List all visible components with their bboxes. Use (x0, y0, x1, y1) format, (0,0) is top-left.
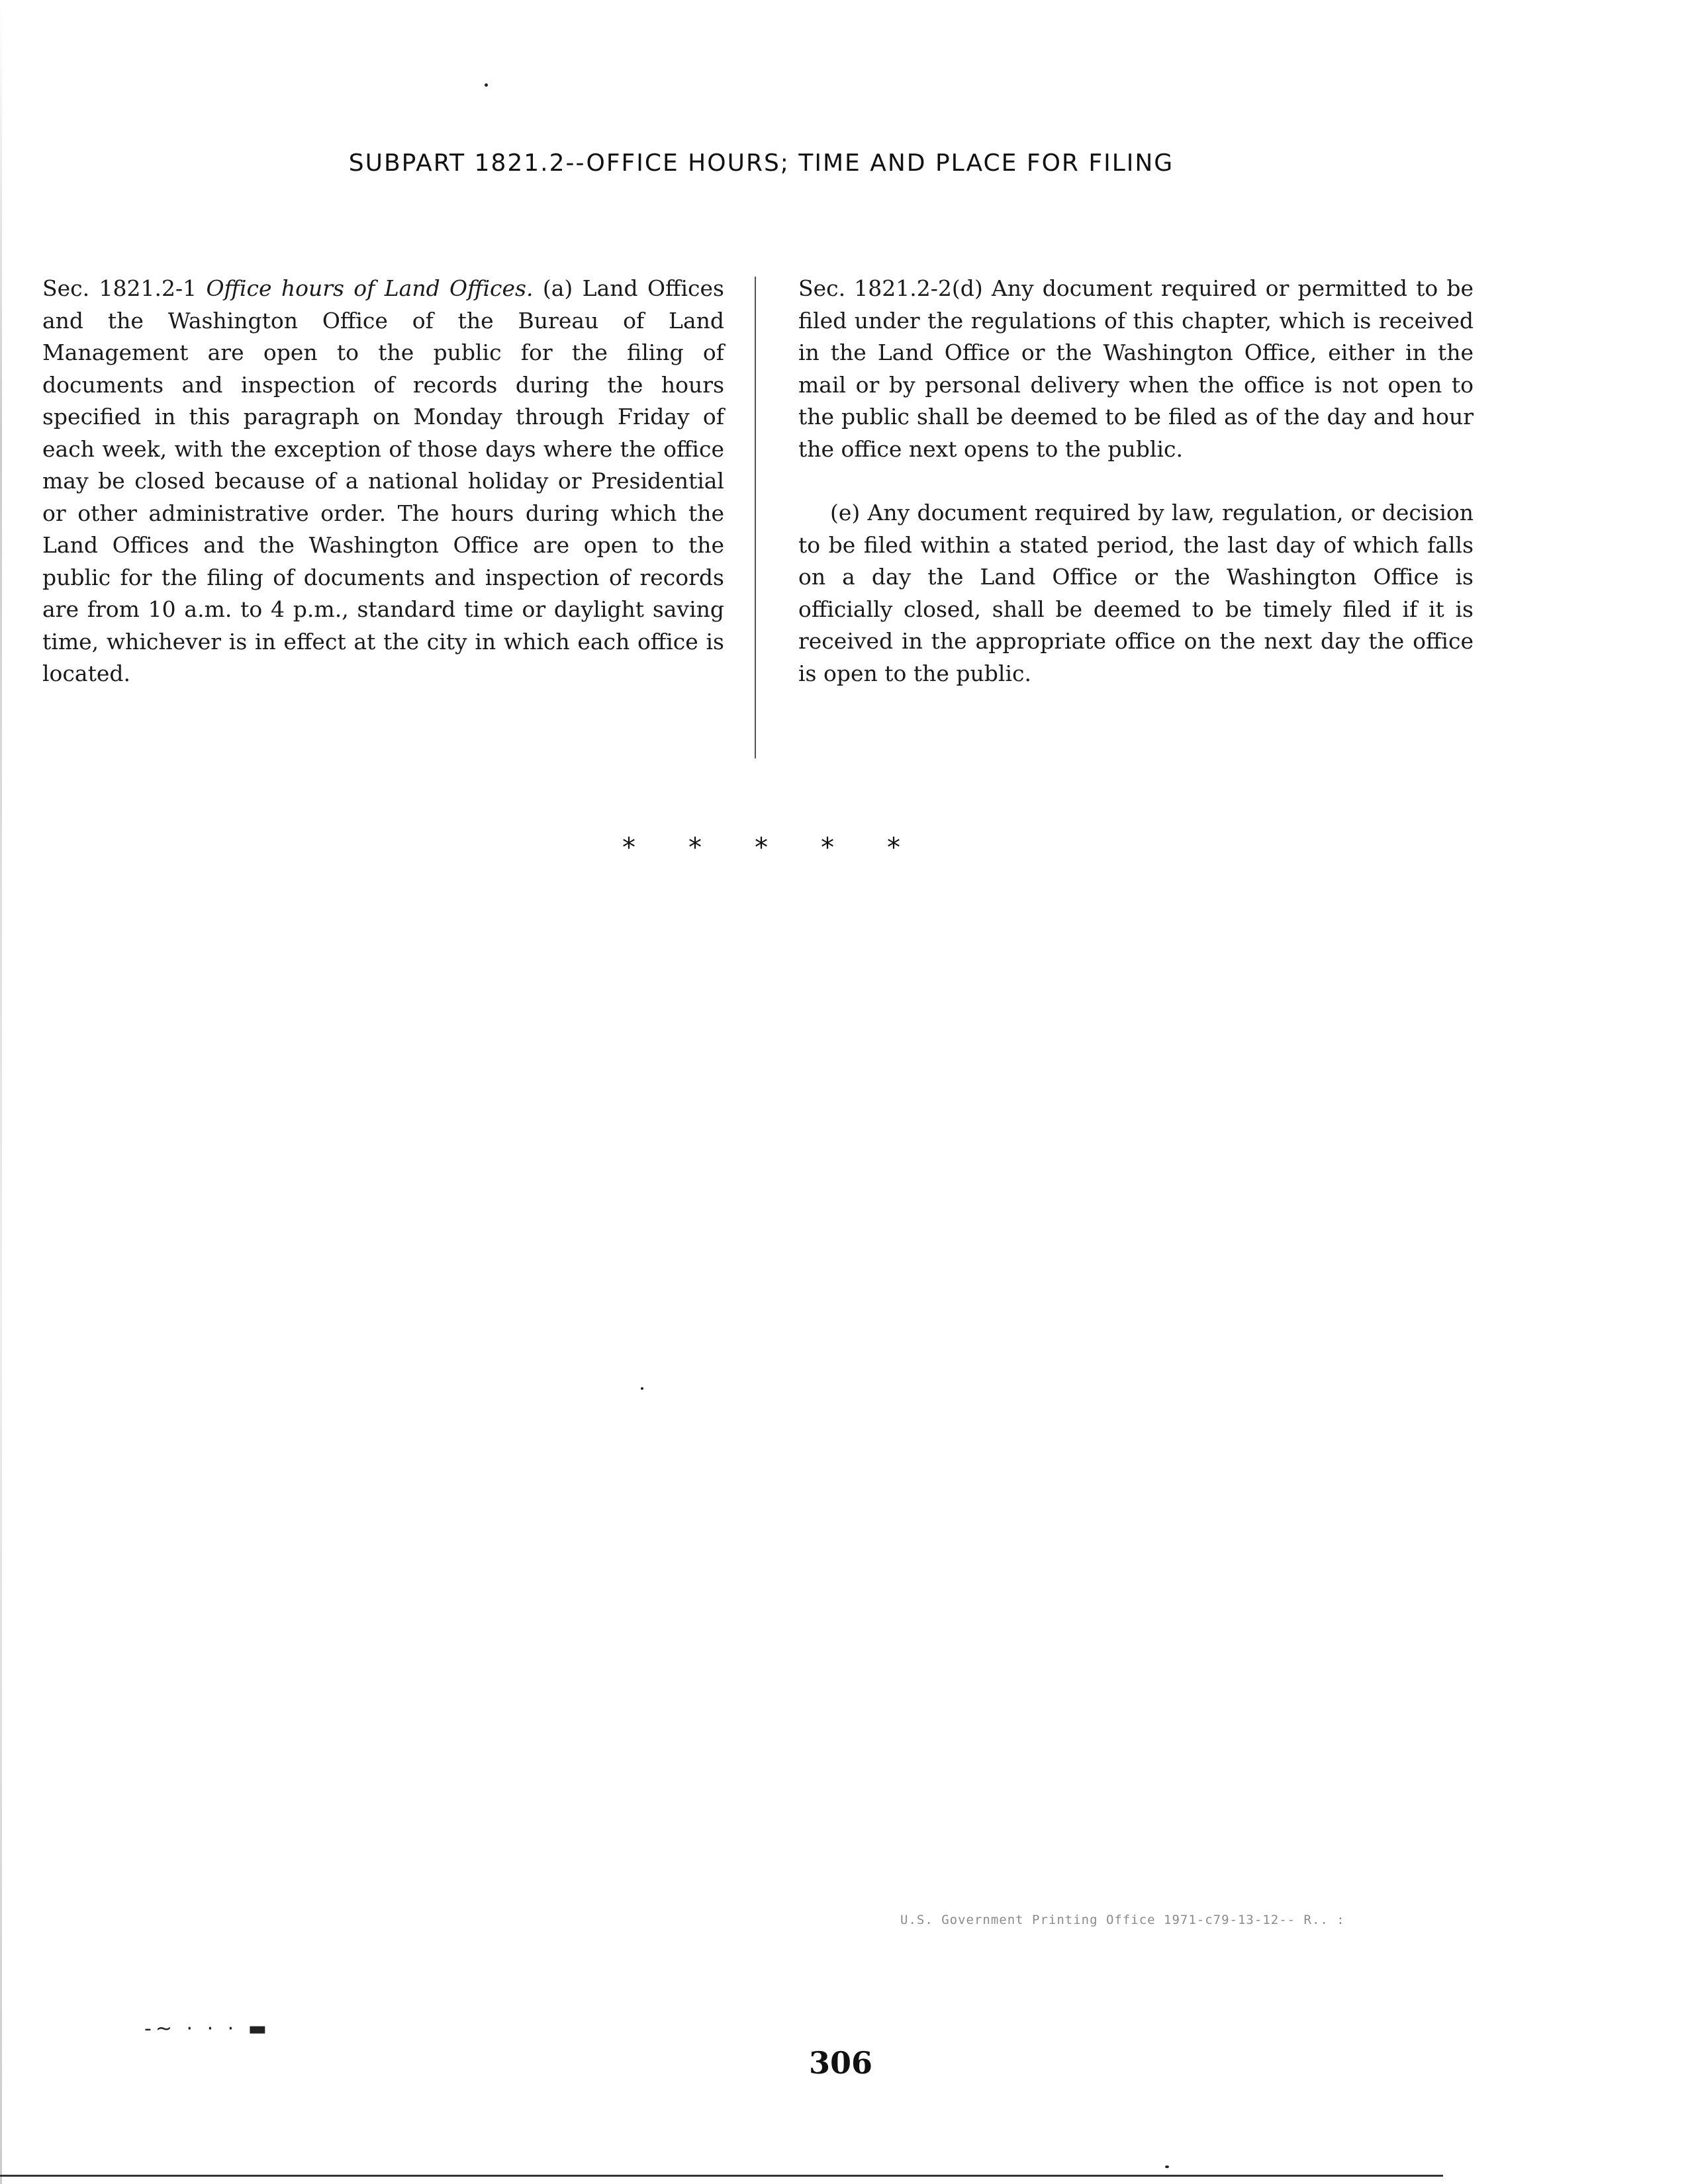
left-column (42, 273, 724, 690)
printing-office-imprint: U.S. Government Printing Office 1971-c79-13-12-- R.. : (900, 1913, 1345, 1927)
paragraph-e: (e) Any document required by law, regulation, or decision to be filed within a stated period, the last day of which falls on a day the Land Office or the Washington Office is officially closed, shall be deemed to be timely filed if it is received in the appropriate office on the next day the office is open to the public. (798, 500, 1474, 686)
section-body: (a) Land Offices and the Washington Office of the Bureau of Land Management are open to the public for the filing of documents and inspection of records during the hours specified in this paragraph on Monday through Friday of each week, with the exception of those days where the office may be closed because of a national holiday or Presidential or other administrative order. The hours during which the Land Offices and the Washington Office are open to the public for the filing of documents and inspection of records are from 10 a.m. to 4 p.m., standard time or daylight saving time, whichever is in effect at the city in which each office is located. (42, 275, 724, 686)
section-number: Sec. 1821.2-1 (42, 275, 197, 301)
section-1821-2-1 (42, 273, 724, 690)
scan-left-edge (0, 0, 2, 2184)
paragraph-d: Sec. 1821.2-2(d) Any document required or permitted to be filed under the regulations of this chapter, which is received in the Land Office or the Washington Office, either in the mail or by personal delivery when the office is not open to the public shall be deemed to be filed as of the day and hour the office next opens to the public. (798, 275, 1474, 462)
section-title: Office hours of Land Offices. (206, 275, 534, 301)
asterisk: * (622, 833, 635, 863)
asterisk: * (821, 833, 834, 863)
scan-speck (485, 83, 488, 87)
section-break-asterisks (622, 833, 900, 863)
column-divider (755, 277, 756, 758)
scan-artifact-mark: -~ · · · ▬ (144, 2017, 271, 2040)
scan-speck (641, 1387, 643, 1390)
page-heading: SUBPART 1821.2--OFFICE HOURS; TIME AND PLACE FOR FILING (348, 150, 1174, 177)
asterisk: * (887, 833, 900, 863)
asterisk: * (755, 833, 768, 863)
scan-speck (1165, 2165, 1169, 2168)
right-column (798, 273, 1474, 690)
bottom-rule (0, 2175, 1443, 2177)
asterisk: * (688, 833, 702, 863)
page-number: 306 (808, 2045, 873, 2081)
